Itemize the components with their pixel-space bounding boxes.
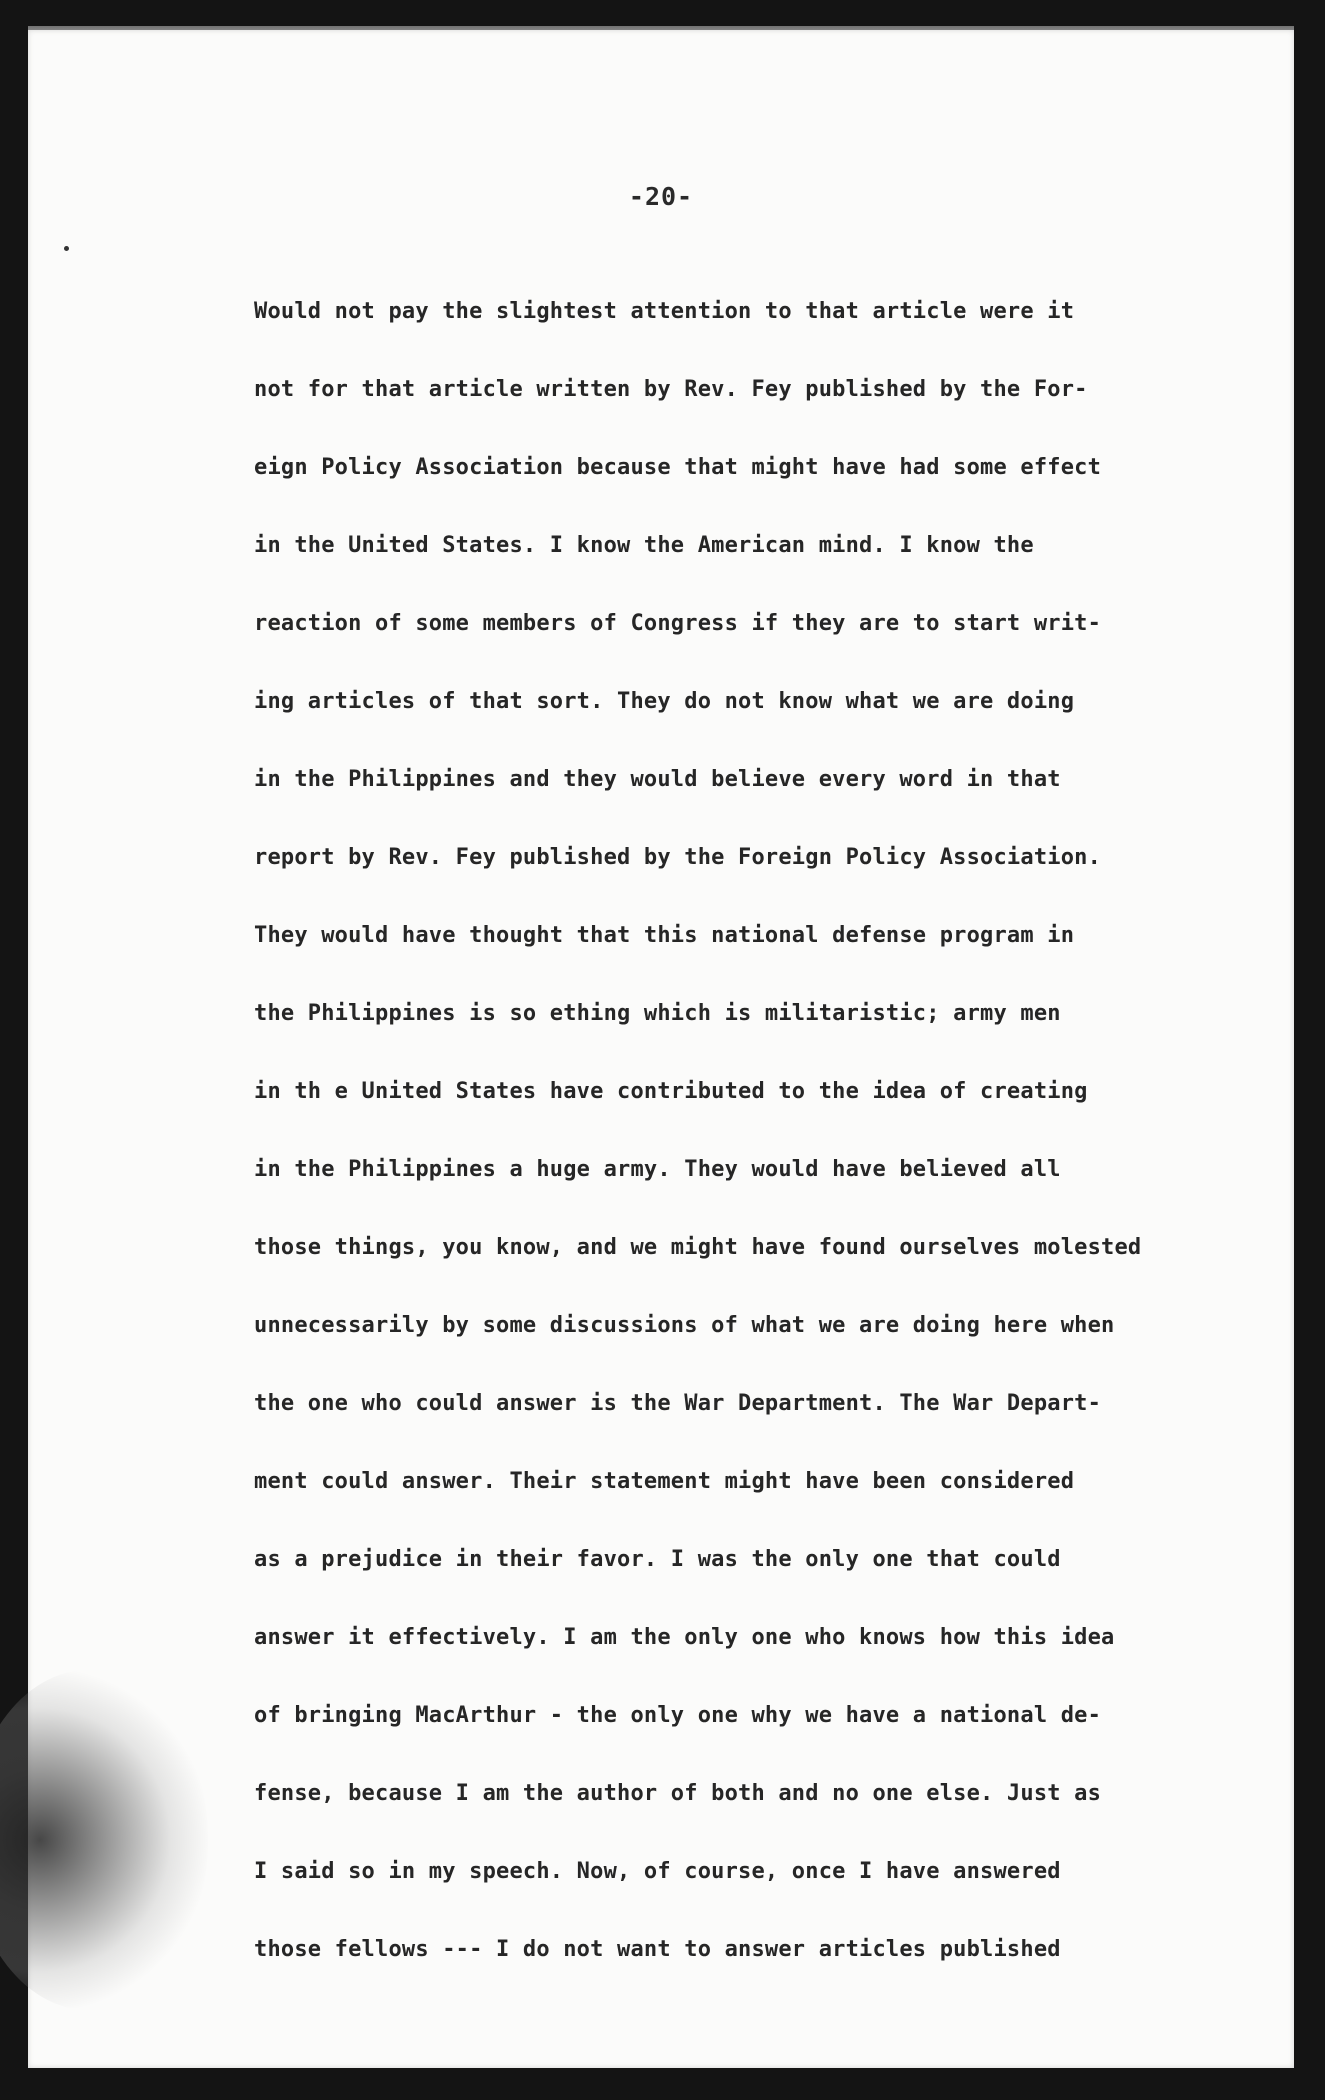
text-line: I said so in my speech. Now, of course, once I have answered bbox=[254, 1859, 1061, 1884]
text-line: unnecessarily by some discussions of what we are doing here when bbox=[254, 1313, 1115, 1338]
page-number: -20- bbox=[628, 182, 694, 211]
text-line: in the Philippines a huge army. They would have believed all bbox=[254, 1157, 1061, 1182]
text-line: ment could answer. Their statement might have been considered bbox=[254, 1469, 1075, 1494]
text-line: the one who could answer is the War Department. The War Depart- bbox=[254, 1391, 1102, 1416]
text-line: answer it effectively. I am the only one who knows how this idea bbox=[254, 1625, 1115, 1650]
body-text bbox=[254, 286, 1274, 2002]
text-line: the Philippines is so ething which is militaristic; army men bbox=[254, 1001, 1061, 1026]
text-line: in th e United States have contributed to the idea of creating bbox=[254, 1079, 1088, 1104]
text-line: reaction of some members of Congress if they are to start writ- bbox=[254, 611, 1102, 636]
text-line: ing articles of that sort. They do not know what we are doing bbox=[254, 689, 1075, 714]
text-line: not for that article written by Rev. Fey published by the For- bbox=[254, 377, 1088, 402]
text-line: They would have thought that this national defense program in bbox=[254, 923, 1075, 948]
ink-speck bbox=[64, 246, 69, 251]
text-line: in the Philippines and they would believe every word in that bbox=[254, 767, 1061, 792]
text-line: of bringing MacArthur - the only one why we have a national de- bbox=[254, 1703, 1102, 1728]
text-line: in the United States. I know the American mind. I know the bbox=[254, 533, 1034, 558]
typewritten-page bbox=[28, 30, 1294, 2068]
text-line: eign Policy Association because that might have had some effect bbox=[254, 455, 1102, 480]
text-line: as a prejudice in their favor. I was the only one that could bbox=[254, 1547, 1061, 1572]
thumb-smudge bbox=[0, 1670, 208, 2010]
text-line: those fellows --- I do not want to answer articles published bbox=[254, 1937, 1061, 1962]
text-line: fense, because I am the author of both and no one else. Just as bbox=[254, 1781, 1102, 1806]
text-line: report by Rev. Fey published by the Foreign Policy Association. bbox=[254, 845, 1102, 870]
text-line: those things, you know, and we might have found ourselves molested bbox=[254, 1235, 1142, 1260]
text-line: Would not pay the slightest attention to that article were it bbox=[254, 299, 1075, 324]
